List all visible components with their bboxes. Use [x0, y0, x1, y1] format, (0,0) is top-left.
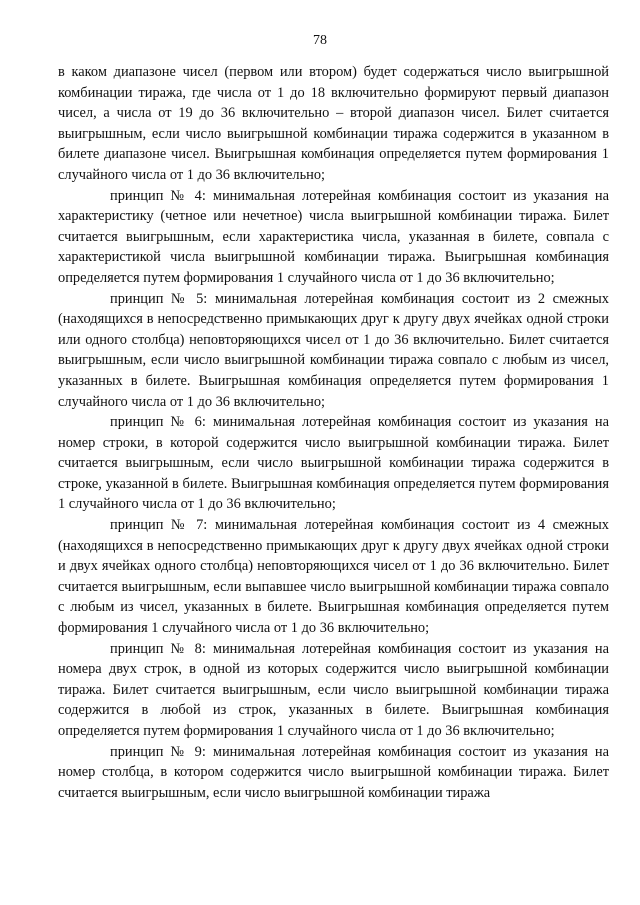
document-body [58, 62, 609, 803]
paragraph-principle-7: принцип № 7: минимальная лотерейная комбинация состоит из 4 смежных (находящихся в непосредственно примыкающих друг к другу двух ячейках одной строки и двух ячейках одного столбца) неповторяющихся чисел от 1 до 36 включительно. Билет считается выигрышным, если выпавшее число выигрышной комбинации тиража совпало с любым из чисел, указанных в билете. Выигрышная комбинация определяется путем формирования 1 случайного числа от 1 до 36 включительно; [58, 517, 609, 637]
page-number: 78 [313, 33, 327, 48]
paragraph-principle-5: принцип № 5: минимальная лотерейная комбинация состоит из 2 смежных (находящихся в непосредственно примыкающих друг к другу двух ячейках одной строки или одного столбца) неповторяющихся чисел от 1 до 36 включительно. Билет считается выигрышным, если число выигрышной комбинации тиража совпало с любым из чисел, указанных в билете. Выигрышная комбинация определяется путем формирования 1 случайного числа от 1 до 36 включительно; [58, 290, 609, 410]
paragraph-principle-6: принцип № 6: минимальная лотерейная комбинация состоит из указания на номер строки, в которой содержится число выигрышной комбинации тиража. Билет считается выигрышным, если число выигрышной комбинации тиража содержится в строке, указанной в билете. Выигрышная комбинация определяется путем формирования 1 случайного числа от 1 до 36 включительно; [58, 414, 609, 513]
paragraph-principle-4: принцип № 4: минимальная лотерейная комбинация состоит из указания на характеристику (четное или нечетное) числа выигрышной комбинации тиража. Билет считается выигрышным, если характеристика числа, указанная в билете, совпала с характеристикой числа выигрышной комбинации тиража. Выигрышная комбинация определяется путем формирования 1 случайного числа от 1 до 36 включительно; [58, 187, 609, 286]
paragraph-principle-8: принцип № 8: минимальная лотерейная комбинация состоит из указания на номера двух строк, в одной из которых содержится число выигрышной комбинации тиража. Билет считается выигрышным, если число выигрышной комбинации тиража содержится в любой из строк, указанных в билете. Выигрышная комбинация определяется путем формирования 1 случайного числа от 1 до 36 включительно; [58, 640, 609, 739]
paragraph-principle-9: принцип № 9: минимальная лотерейная комбинация состоит из указания на номер столбца, в котором содержится число выигрышной комбинации тиража. Билет считается выигрышным, если число выигрышной комбинации тиража [58, 743, 609, 801]
paragraph-continuation: в каком диапазоне чисел (первом или втором) будет содержаться число выигрышной комбинации тиража, где числа от 1 до 18 включительно формируют первый диапазон чисел, а числа от 19 до 36 включительно – второй диапазон чисел. Билет считается выигрышным, если число выигрышной комбинации тиража содержится в указанном в билете диапазоне чисел. Выигрышная комбинация определяется путем формирования 1 случайного числа от 1 до 36 включительно; [58, 64, 609, 183]
